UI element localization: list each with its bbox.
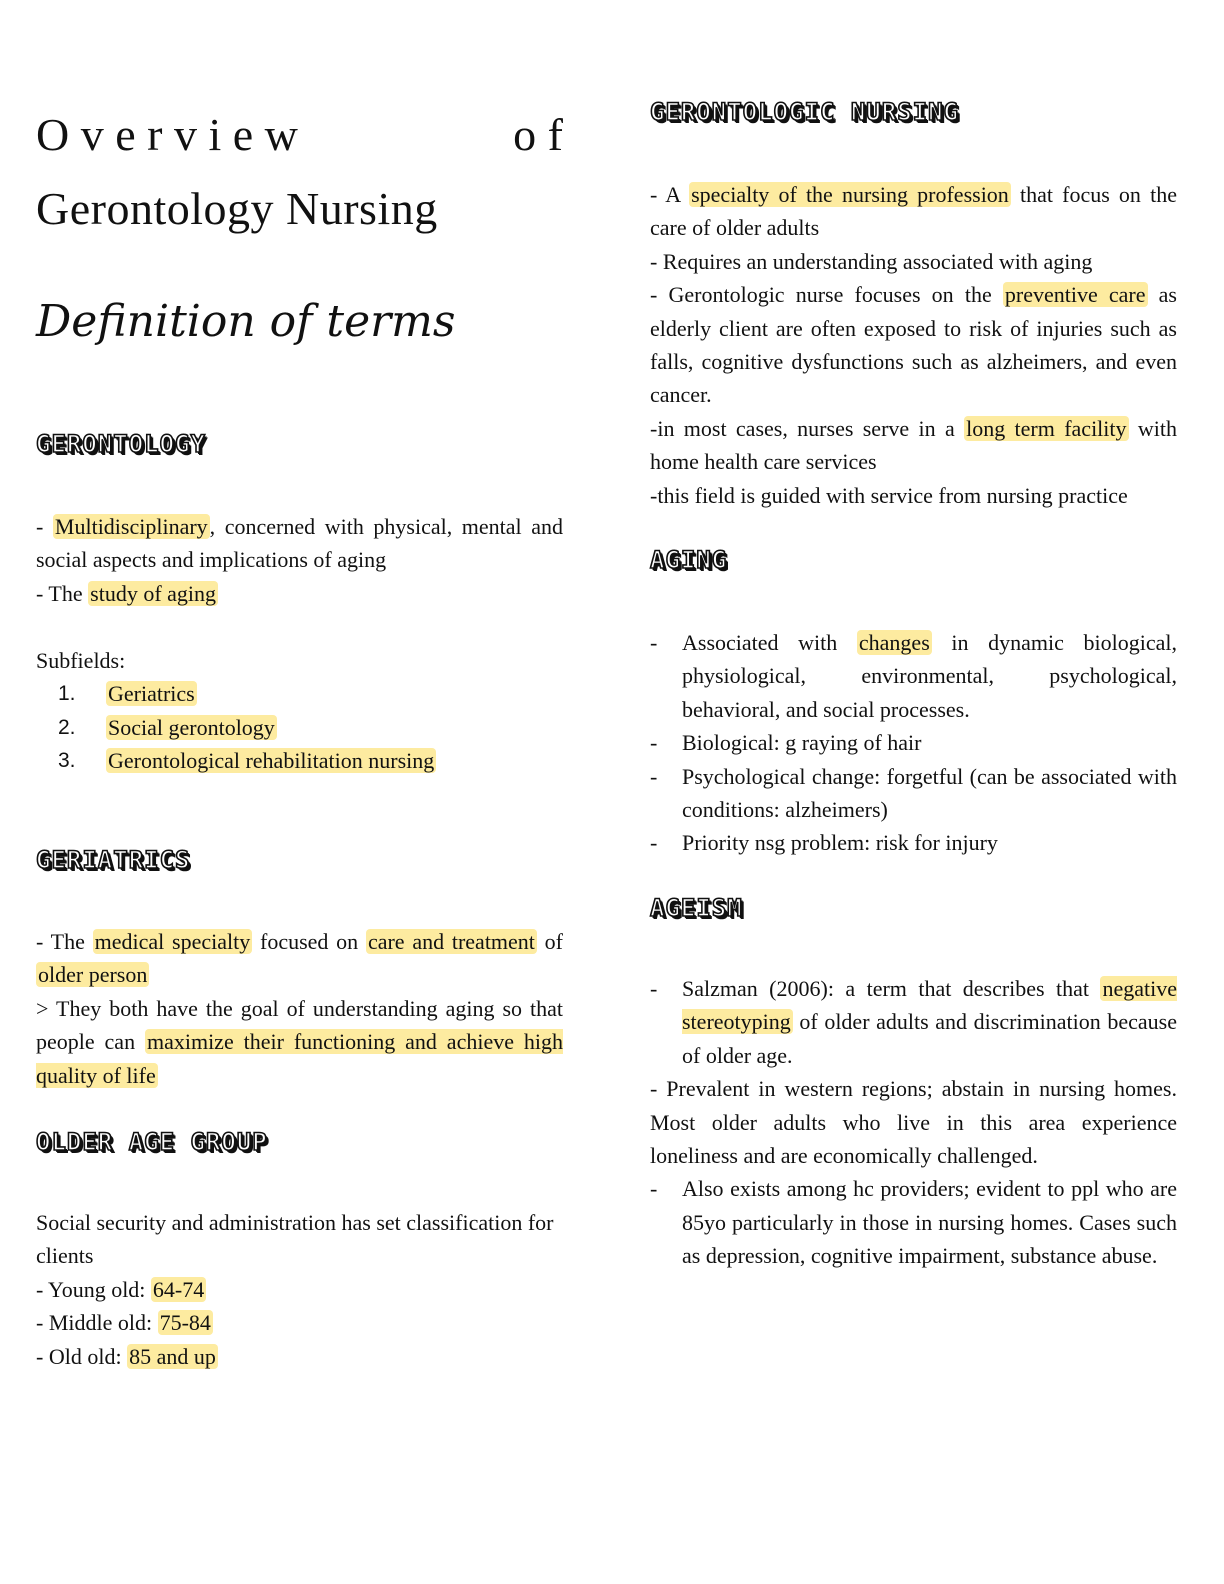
ageism-list-2 (650, 1172, 1177, 1272)
title-line-1 (36, 98, 563, 172)
heading-older-age-group: OLDER AGE GROUP (36, 1128, 268, 1156)
ageism-list-1 (650, 972, 1177, 1072)
ageism-para: - Prevalent in western regions; abstain in nursing homes. Most older adults who live in this area experience loneliness and are economically challenged. (650, 1076, 1177, 1169)
highlight: medical specialty (94, 929, 251, 954)
highlight: 85 and up (129, 1343, 216, 1369)
aging-body (650, 626, 1177, 860)
heading-gerontology: GERONTOLOGY (36, 430, 206, 458)
subfields-label: Subfields: (36, 648, 126, 673)
highlight: maximize their functioning and achieve high quality of life (36, 1029, 563, 1088)
highlight: Social gerontology (108, 714, 275, 740)
gn-line-4: -in most cases, nurses serve in a long term facility with home health care services (650, 415, 1177, 475)
list-item: - Psychological change: forgetful (can be associated with conditions: alzheimers) (650, 763, 1177, 823)
list-item: - Also exists among hc providers; evident to ppl who are 85yo particularly in those in nursing homes. Cases such as depression, cognitive impairment, substance abuse. (650, 1176, 1177, 1269)
gn-line-1: - A specialty of the nursing profession that focus on the care of older adults (650, 182, 1177, 241)
subfields-list (36, 677, 563, 777)
age-class-middle-old: - Middle old: 75-84 (36, 1310, 211, 1336)
older-age-intro: Social security and administration has set classification for clients (36, 1210, 554, 1269)
geriatrics-para-1: - The medical specialty focused on care and treatment of older person (36, 929, 564, 988)
highlight: older person (38, 962, 148, 988)
list-item: 2. Social gerontology (58, 714, 275, 740)
list-item: - Priority nsg problem: risk for injury (650, 830, 998, 856)
older-age-group-body (36, 1206, 563, 1373)
heading-geriatrics: GERIATRICS (36, 846, 191, 874)
subfields (36, 644, 563, 778)
page-title (36, 98, 563, 246)
title-word-overview: O v e r v i e w (36, 109, 298, 160)
highlight: study of aging (90, 580, 217, 606)
gn-line-5: -this field is guided with service from nursing practice (650, 482, 1128, 508)
list-item: - Associated with changes in dynamic biological, physiological, environmental, psychological, behavioral, and social processes. (650, 630, 1177, 722)
highlight: Multidisciplinary (54, 514, 208, 539)
subtitle: Definition of terms (36, 296, 456, 347)
ageism-body (650, 972, 1177, 1273)
gerontology-line-1: - Multidisciplinary, concerned with physical, mental and social aspects and implications of aging (36, 514, 563, 573)
highlight: changes (858, 630, 930, 655)
title-line-2: Gerontology Nursing (36, 183, 438, 234)
highlight: Gerontological rehabilitation nursing (108, 748, 435, 774)
gerontology-body (36, 510, 563, 610)
heading-ageism: AGEISM (650, 894, 743, 922)
highlight: 75-84 (159, 1310, 211, 1336)
age-class-old-old: - Old old: 85 and up (36, 1343, 216, 1369)
highlight: Geriatrics (108, 681, 195, 707)
highlight: preventive care (1004, 282, 1146, 308)
age-class-young-old: - Young old: 64-74 (36, 1276, 205, 1302)
highlight: specialty of the nursing profession (691, 182, 1009, 207)
highlight: negative stereotyping (682, 976, 1177, 1035)
list-item: - Salzman (2006): a term that describes that negative stereotyping of older adults and discrimination because of older age. (650, 976, 1177, 1068)
geriatrics-body (36, 925, 563, 1092)
heading-aging: AGING (650, 546, 728, 574)
highlight: long term facility (966, 415, 1127, 441)
heading-gerontologic-nursing: GERONTOLOGIC NURSING (650, 98, 959, 126)
list-item: 3. Gerontological rehabilitation nursing (58, 748, 435, 774)
gerontology-line-2: - The study of aging (36, 580, 217, 606)
title-word-of: o f (513, 109, 563, 160)
aging-list (650, 626, 1177, 860)
highlight: 64-74 (152, 1276, 205, 1302)
list-item: - Biological: g raying of hair (650, 730, 922, 756)
gerontologic-nursing-body (650, 178, 1177, 512)
geriatrics-para-2: > They both have the goal of understanding aging so that people can maximize their functioning and achieve high quality of life (36, 995, 563, 1088)
list-item: 1. Geriatrics (58, 681, 195, 707)
gn-line-2: - Requires an understanding associated with aging (650, 248, 1093, 274)
highlight: care and treatment (367, 929, 535, 954)
gn-line-3: - Gerontologic nurse focuses on the preventive care as elderly client are often exposed to risk of injuries such as falls, cognitive dysfunctions such as alzheimers, and even cancer. (650, 282, 1177, 408)
